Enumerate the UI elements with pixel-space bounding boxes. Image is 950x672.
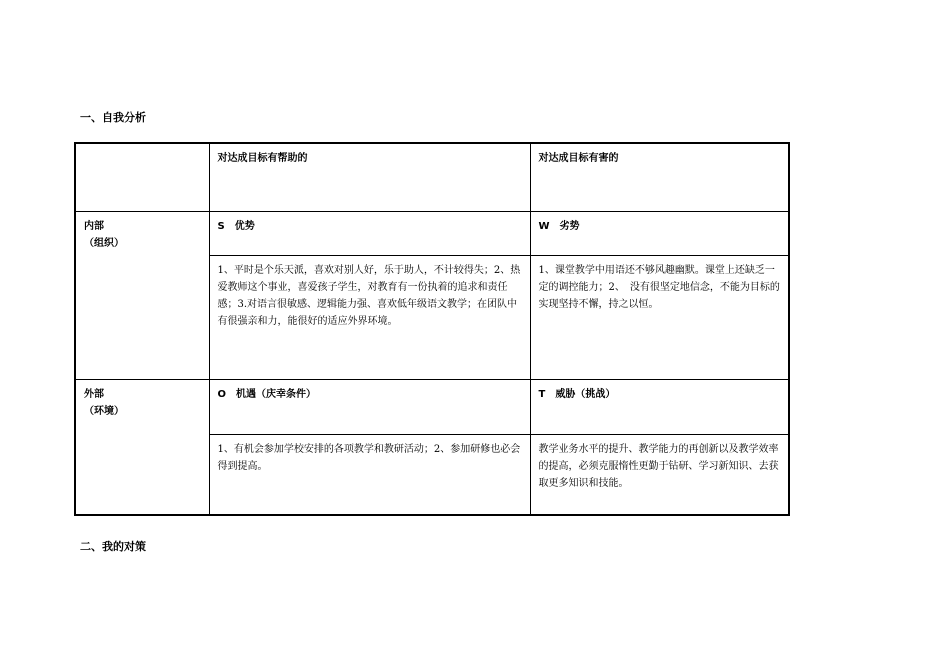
threat-text: 教学业务水平的提升、教学能力的再创新以及教学效率的提高，必须克服惰性更勤于钻研、学习新知识、去获取更多知识和技能。 <box>530 434 789 515</box>
internal-label: 内部 <box>84 220 104 232</box>
strength-title: S 优势 <box>209 211 530 255</box>
internal-title-row <box>75 211 789 255</box>
swot-table <box>74 142 790 516</box>
external-label-cell <box>75 379 209 515</box>
external-sublabel: （环境） <box>84 405 124 417</box>
threat-title: T 威胁（挑战） <box>530 379 789 434</box>
section-2-title: 二、我的对策 <box>80 540 146 553</box>
external-title-row <box>75 379 789 434</box>
weakness-text: 1、课堂教学中用语还不够风趣幽默。课堂上还缺乏一定的调控能力；2、 没有很坚定地信念，不能为目标的实现坚持不懈，持之以恒。 <box>530 255 789 379</box>
opportunity-text: 1、有机会参加学校安排的各项教学和教研活动；2、参加研修也必会得到提高。 <box>209 434 530 515</box>
strength-text: 1、平时是个乐天派，喜欢对别人好，乐于助人，不计较得失；2、热爱教师这个事业，喜爱孩子学生，对教育有一份执着的追求和责任感；3.对语言很敏感、逻辑能力强、喜欢低年级语文教学；在团队中有很强亲和力，能很好的适应外界环境。 <box>209 255 530 379</box>
empty-corner-cell <box>75 143 209 211</box>
header-helpful: 对达成目标有帮助的 <box>209 143 530 211</box>
opportunity-title: O 机遇（庆幸条件） <box>209 379 530 434</box>
table-header-row <box>75 143 789 211</box>
external-label: 外部 <box>84 388 104 400</box>
weakness-title: W 劣势 <box>530 211 789 255</box>
header-harmful: 对达成目标有害的 <box>530 143 789 211</box>
section-1-title: 一、自我分析 <box>80 111 146 124</box>
internal-sublabel: （组织） <box>84 237 124 249</box>
internal-label-cell <box>75 211 209 379</box>
